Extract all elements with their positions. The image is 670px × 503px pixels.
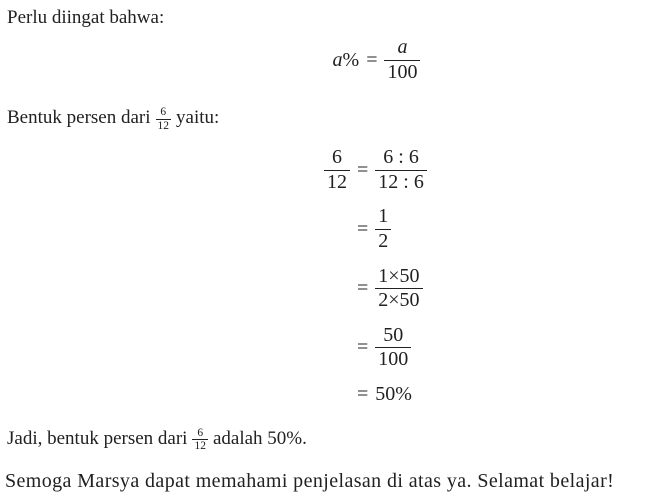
conclusion-text-before: Jadi, bentuk persen dari <box>7 427 188 449</box>
equals-sign: = <box>357 336 369 359</box>
step-lhs <box>304 146 350 194</box>
step-row <box>304 146 670 194</box>
equals-sign: = <box>357 382 369 405</box>
fraction-1-over-2 <box>375 205 391 253</box>
prompt-text <box>7 98 670 138</box>
percent-sign: % <box>342 48 360 71</box>
step-row <box>304 205 670 253</box>
fraction-numerator: 50 <box>383 323 404 346</box>
fraction-denominator: 12 <box>194 440 206 453</box>
fraction-numerator: 1 <box>378 205 389 228</box>
fraction-a-over-100 <box>384 36 420 84</box>
step-row <box>304 383 670 406</box>
fraction-numerator: 6 <box>197 426 204 439</box>
prompt-text-after: yaitu: <box>176 107 220 129</box>
step-result: 50% <box>375 382 412 405</box>
fraction-numerator: 6 <box>160 105 167 118</box>
formula-lhs <box>333 49 360 72</box>
fraction-denominator: 100 <box>384 60 420 85</box>
inline-fraction-6-12 <box>192 427 208 454</box>
fraction-denominator: 2 <box>375 229 391 254</box>
calculation-steps <box>304 146 670 406</box>
fraction-denominator: 12 <box>157 119 170 132</box>
percent-definition-formula <box>7 35 670 85</box>
fraction-numerator: a <box>397 36 408 59</box>
step-row <box>304 265 670 313</box>
fraction-numerator: 1×50 <box>378 264 420 287</box>
equals-sign: = <box>357 277 369 300</box>
equals-sign: = <box>357 217 369 240</box>
fraction-denominator: 100 <box>375 347 411 372</box>
fraction-50-over-100 <box>375 324 411 372</box>
fraction-denominator: 2×50 <box>375 288 422 313</box>
closing-text: Semoga Marsya dapat memahami penjelasan di atas ya. Selamat belajar! <box>5 469 615 492</box>
fraction-denominator: 12 : 6 <box>375 170 427 195</box>
fraction-6-over-12 <box>324 146 350 194</box>
prompt-text-before: Bentuk persen dari <box>7 107 151 129</box>
fraction-numerator: 6 <box>332 146 342 169</box>
fraction-numerator: 6 : 6 <box>383 146 419 169</box>
variable-a: a <box>332 48 343 71</box>
inline-fraction-6-12 <box>156 106 172 133</box>
step-row <box>304 324 670 372</box>
fraction-denominator: 12 <box>324 170 350 195</box>
conclusion-text-after: adalah 50%. <box>212 427 307 449</box>
fraction-1x50-over-2x50 <box>375 265 422 313</box>
fraction-6div6-over-12div6 <box>375 146 427 194</box>
equals-sign: = <box>357 158 369 181</box>
conclusion-text <box>7 419 670 459</box>
intro-text: Perlu diingat bahwa: <box>7 7 165 28</box>
equals-sign: = <box>366 48 378 71</box>
